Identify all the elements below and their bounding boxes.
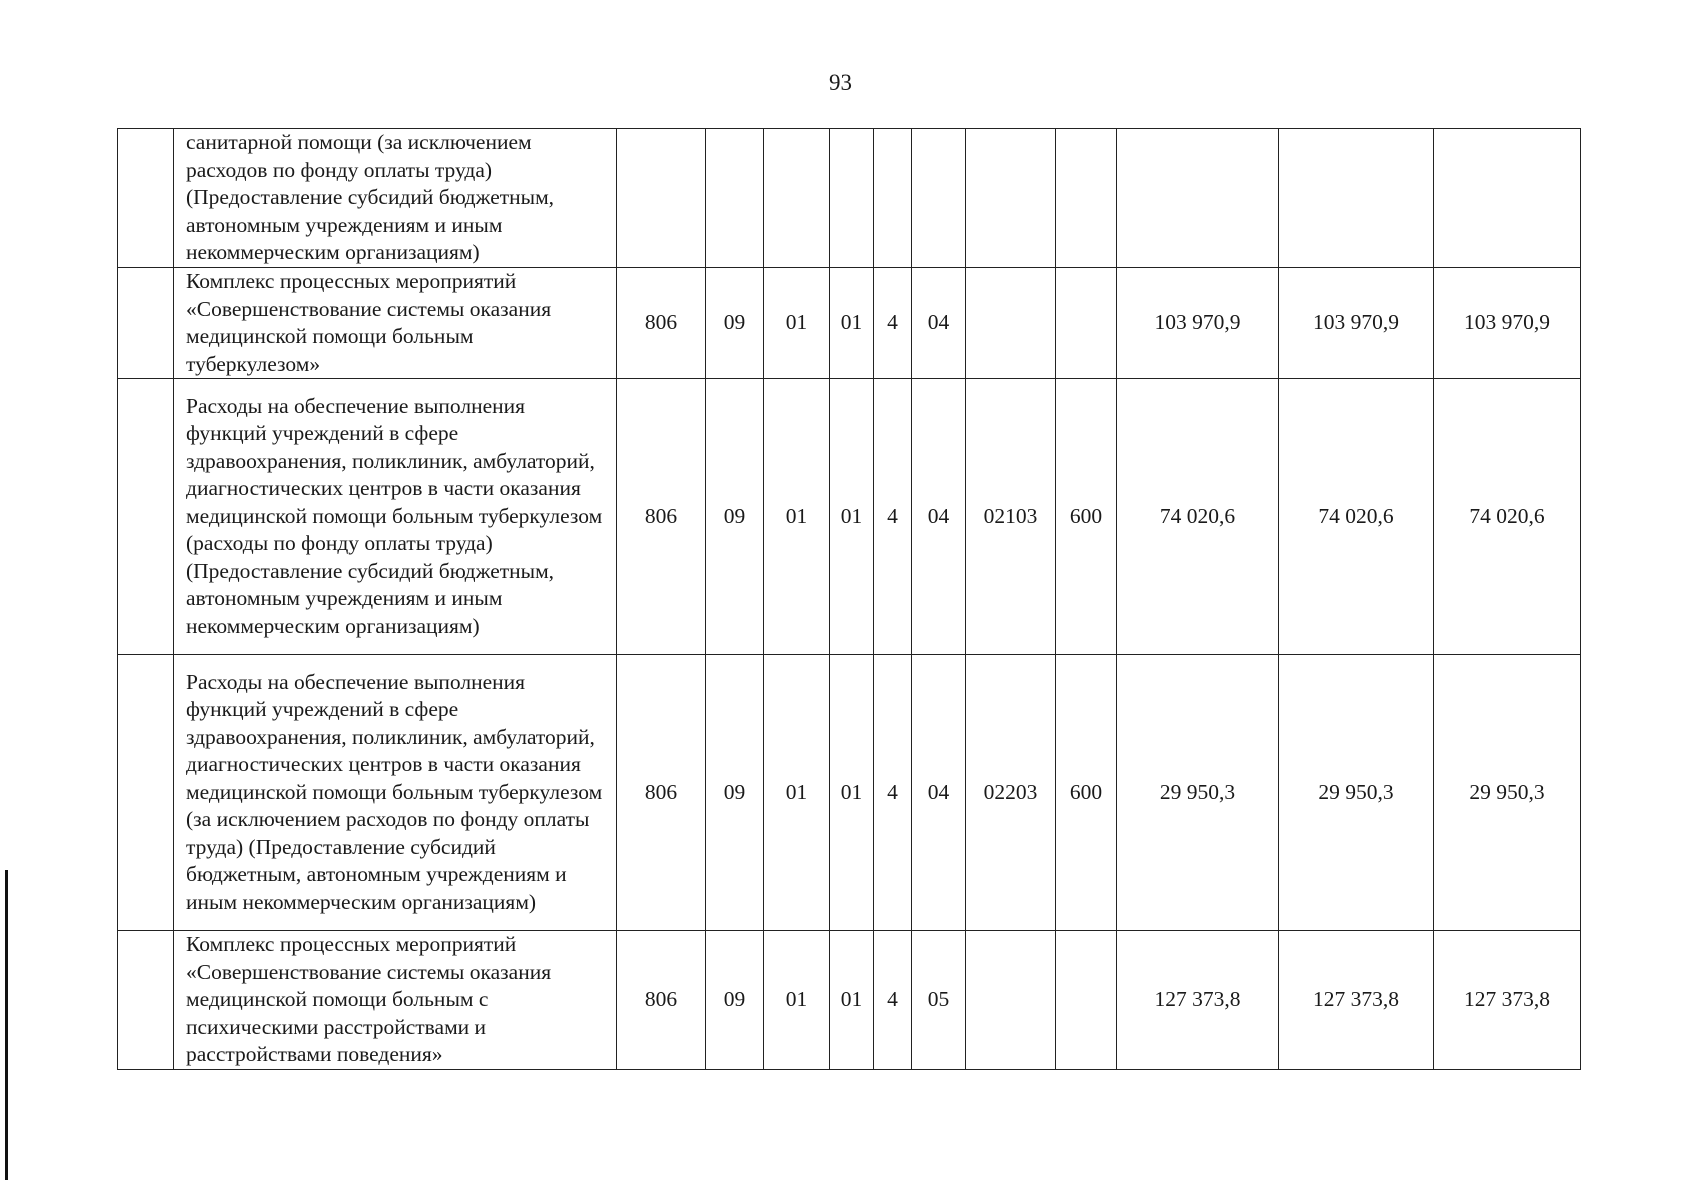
table-row (118, 931, 1581, 1070)
cell-sum-2: 127 373,8 (1279, 931, 1434, 1070)
cell-cs1: 01 (830, 379, 874, 655)
cell-sum-3: 103 970,9 (1434, 268, 1581, 379)
cell-cs3: 05 (912, 931, 966, 1070)
table-row (118, 379, 1581, 655)
cell-cs4 (966, 129, 1056, 268)
cell-pr: 01 (764, 931, 830, 1070)
cell-sum-2: 74 020,6 (1279, 379, 1434, 655)
cell-sum-1: 127 373,8 (1117, 931, 1279, 1070)
cell-cs1: 01 (830, 268, 874, 379)
table-row (118, 129, 1581, 268)
cell-cs4 (966, 268, 1056, 379)
cell-name: Комплекс процессных мероприятий «Совершенствование системы оказания медицинской помощи больным с психическими расстройствами и расстройствами поведения» (174, 931, 617, 1070)
cell-index (118, 129, 174, 268)
cell-cs2: 4 (874, 655, 912, 931)
cell-vr: 600 (1056, 655, 1117, 931)
cell-index (118, 268, 174, 379)
cell-pr: 01 (764, 655, 830, 931)
cell-index (118, 655, 174, 931)
cell-cs2: 4 (874, 379, 912, 655)
cell-sum-1: 103 970,9 (1117, 268, 1279, 379)
cell-grbs: 806 (617, 931, 706, 1070)
budget-table (117, 128, 1581, 1070)
cell-sum-3 (1434, 129, 1581, 268)
cell-vr (1056, 268, 1117, 379)
table-row (118, 268, 1581, 379)
cell-cs1 (830, 129, 874, 268)
cell-sum-3: 29 950,3 (1434, 655, 1581, 931)
cell-sum-3: 74 020,6 (1434, 379, 1581, 655)
cell-cs1: 01 (830, 655, 874, 931)
cell-sum-2: 29 950,3 (1279, 655, 1434, 931)
cell-rz: 09 (706, 268, 764, 379)
cell-index (118, 931, 174, 1070)
cell-grbs: 806 (617, 379, 706, 655)
cell-cs2: 4 (874, 268, 912, 379)
cell-cs3: 04 (912, 268, 966, 379)
cell-vr: 600 (1056, 379, 1117, 655)
cell-cs3: 04 (912, 655, 966, 931)
cell-cs2 (874, 129, 912, 268)
cell-cs4: 02203 (966, 655, 1056, 931)
cell-name: Комплекс процессных мероприятий «Совершенствование системы оказания медицинской помощи больным туберкулезом» (174, 268, 617, 379)
cell-vr (1056, 129, 1117, 268)
cell-cs2: 4 (874, 931, 912, 1070)
cell-cs4 (966, 931, 1056, 1070)
cell-cs3 (912, 129, 966, 268)
table-row (118, 655, 1581, 931)
cell-grbs: 806 (617, 655, 706, 931)
cell-name: Расходы на обеспечение выполнения функций учреждений в сфере здравоохранения, поликлиник, амбулаторий, диагностических центров в части оказания медицинской помощи больным туберкулезом (расходы по фонду оплаты труда) (Предоставление субсидий бюджетным, автономным учреждениям и иным некоммерческим организациям) (174, 379, 617, 655)
cell-sum-1: 29 950,3 (1117, 655, 1279, 931)
cell-rz: 09 (706, 655, 764, 931)
cell-name: санитарной помощи (за исключением расходов по фонду оплаты труда) (Предоставление субсидий бюджетным, автономным учреждениям и иным некоммерческим организациям) (174, 129, 617, 268)
cell-sum-2 (1279, 129, 1434, 268)
cell-grbs: 806 (617, 268, 706, 379)
cell-cs4: 02103 (966, 379, 1056, 655)
cell-vr (1056, 931, 1117, 1070)
cell-cs1: 01 (830, 931, 874, 1070)
cell-rz: 09 (706, 379, 764, 655)
cell-sum-3: 127 373,8 (1434, 931, 1581, 1070)
cell-index (118, 379, 174, 655)
cell-pr (764, 129, 830, 268)
cell-grbs (617, 129, 706, 268)
scan-edge-mark (5, 870, 8, 1180)
cell-rz: 09 (706, 931, 764, 1070)
cell-sum-1 (1117, 129, 1279, 268)
cell-sum-1: 74 020,6 (1117, 379, 1279, 655)
cell-pr: 01 (764, 379, 830, 655)
cell-sum-2: 103 970,9 (1279, 268, 1434, 379)
page-number: 93 (829, 70, 852, 95)
cell-cs3: 04 (912, 379, 966, 655)
cell-pr: 01 (764, 268, 830, 379)
cell-name: Расходы на обеспечение выполнения функций учреждений в сфере здравоохранения, поликлиник, амбулаторий, диагностических центров в части оказания медицинской помощи больным туберкулезом (за исключением расходов по фонду оплаты труда) (Предоставление субсидий бюджетным, автономным учреждениям и иным некоммерческим организациям) (174, 655, 617, 931)
cell-rz (706, 129, 764, 268)
